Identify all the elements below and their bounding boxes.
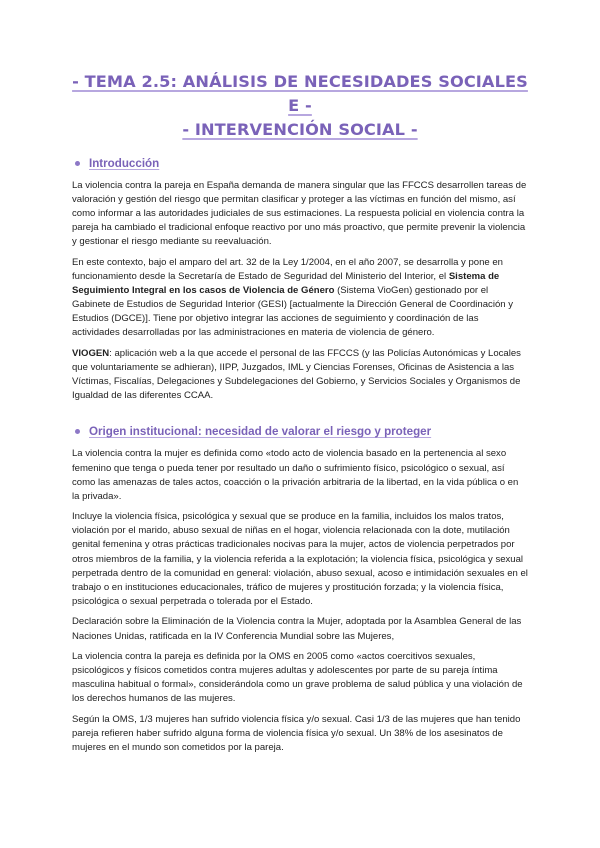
paragraph: La violencia contra la pareja es definida por la OMS en 2005 como «actos coercitivos sexuales, psicológicos y físicos cometidos contra mujeres adultas y adolescentes por parte de su pareja íntima masculina habitual o formal», considerándola como un grave problema de salud pública y una violación de los derechos humanos de las mujeres. [72,651,523,705]
section-heading-intro [72,157,528,170]
bold-term: Sistema de Seguimiento Integral en los casos de Violencia de Género [72,271,500,297]
bullet-icon [75,161,80,166]
paragraph: Incluye la violencia física, psicológica y sexual que se produce en la familia, incluidos los malos tratos, violación por el marido, abuso sexual de niñas en el hogar, violencia relacionada con la dote, mutilación genital femenina y otras prácticas tradicionales nocivas para la mujer, actos de violencia perpetrados por otros miembros de la familia, y la violencia referida a la explotación; la violencia física, psicológica y sexual perpetrada dentro de la comunidad en general: violación, abuso sexual, acoso e intimidación sexuales en el trabajo o en instituciones educacionales, tráfico de mujeres y prostitución forzada; y la violencia física, psicológica o sexual perpetrada o tolerada por el Estado. [72,511,528,607]
paragraph: Según la OMS, 1/3 mujeres han sufrido violencia física y/o sexual. Casi 1/3 de las mujeres que han tenido pareja refieren haber sufrido alguna forma de violencia física y/o sexual. Un 38% de los asesinatos de mujeres en el mundo son cometidos por la pareja. [72,714,521,754]
paragraph: La violencia contra la pareja en España demanda de manera singular que las FFCCS desarrollen tareas de valoración y gestión del riesgo que permitan clasificar y proteger a las víctimas en función del mismo, así como informar a las autoridades judiciales de sus estimaciones. La respuesta policial en violencia contra la pareja ha cambiado el tradicional enfoque reactivo por uno más proactivo, que permite prevenir la violencia y gestionar el riesgo mediante su reevaluación. [72,180,527,248]
paragraph: Declaración sobre la Eliminación de la Violencia contra la Mujer, adoptada por la Asamblea General de las Naciones Unidas, ratificada en la IV Conferencia Mundial sobre las Mujeres, [72,616,522,642]
section-heading-origin [72,425,528,438]
section-heading-text: Introducción [89,157,160,170]
title-line-1: - TEMA 2.5: ANÁLISIS DE NECESIDADES SOCIALES E - [72,72,528,115]
paragraph: La violencia contra la mujer es definida como «todo acto de violencia basado en la pertenencia al sexo femenino que tenga o pueda tener por resultado un daño o sufrimiento físico, psicológico o sexual, así como las amenazas de tales actos, coacción o la privación arbitraria de la libertad, en la vida pública o en la privada». [72,448,519,502]
bullet-icon [75,429,80,434]
page-title [72,0,528,142]
paragraph: VIOGEN: aplicación web a la que accede el personal de las FFCCS (y las Policías Autonómicas y Locales que voluntariamente se adhieran), IIPP, Juzgados, IML y Ciencias Forenses, Oficinas de Asistencia a las Víctimas, Fiscalías, Delegaciones y Subdelegaciones del Gobierno, y Servicios Sociales y Organismos de Igualdad de las diferentes CCAA. [72,348,521,402]
title-line-2: - INTERVENCIÓN SOCIAL - [182,120,418,139]
section-heading-text: Origen institucional: necesidad de valorar el riesgo y proteger [89,425,432,439]
paragraph: En este contexto, bajo el amparo del art. 32 de la Ley 1/2004, en el año 2007, se desarrolla y pone en funcionamiento desde la Secretaría de Estado de Seguridad del Ministerio del Interior, el Sistema de Seguimiento Integral en los casos de Violencia de Género (Sistema VioGen) gestionado por el Gabinete de Estudios de Seguridad Interior (GESI) [actualmente la Dirección General de Coordinación y Estudios (DGCE)]. Tiene por objetivo integrar las acciones de seguimiento y coordinación de las actividades desarrolladas por las administraciones en materia de violencia de género. [72,256,513,339]
bold-term: VIOGEN [72,348,110,360]
